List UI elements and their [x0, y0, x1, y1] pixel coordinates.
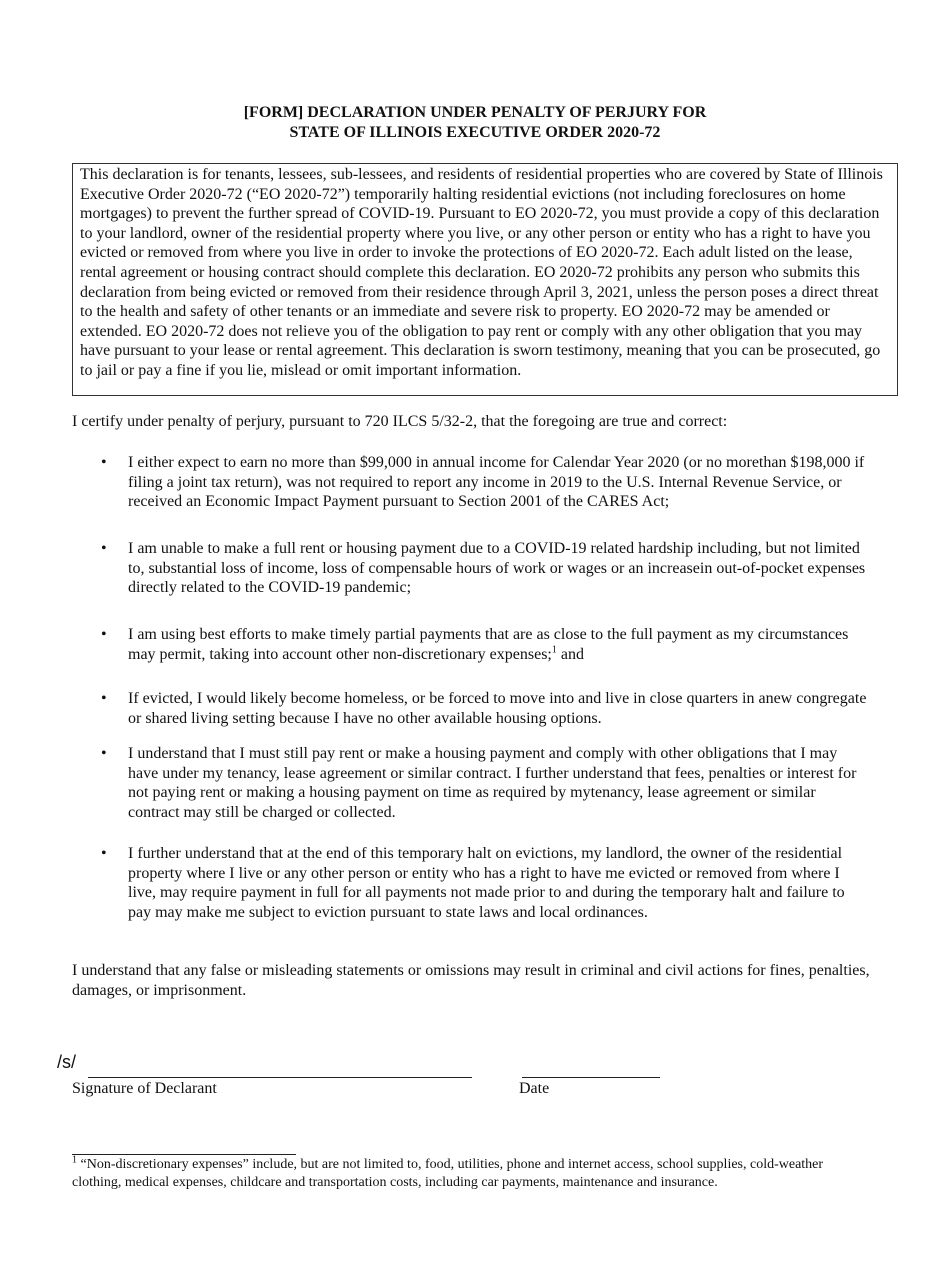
- date-line[interactable]: [522, 1077, 660, 1078]
- notice-box: This declaration is for tenants, lessees, sub-lessees, and residents of residential properties who are covered by State of Illinois Executive Order 2020-72 (“EO 2020-72”) temporarily halting residential evictions (not including foreclosures on home mortgages) to prevent the further spread of COVID-19. Pursuant to EO 2020-72, you must provide a copy of this declaration to your landlord, owner of the residential property where you live, or any other person or entity who has a right to have you evicted or removed from where you live in order to invoke the protections of EO 2020-72. Each adult listed on the lease, rental agreement or housing contract should complete this declaration. EO 2020-72 prohibits any person who submits this declaration from being evicted or removed from their residence through April 3, 2021, unless the person poses a direct threat to the health and safety of other tenants or an immediate and severe risk to property. EO 2020-72 may be amended or extended. EO 2020-72 does not relieve you of the obligation to pay rent or comply with any other obligation that you may have pursuant to your lease or rental agreement. This declaration is sworn testimony, meaning that you can be prosecuted, go to jail or pay a fine if you lie, mislead or omit important information.: [72, 163, 898, 396]
- bullet-marker: •: [101, 845, 107, 862]
- footnote-text: “Non-discretionary expenses” include, but are not limited to, food, utilities, phone and internet access, school supplies, cold-weather clothing, medical expenses, childcare and transportation costs, including car payments, maintenance and insurance.: [72, 1157, 824, 1190]
- list-item-text: I am unable to make a full rent or housing payment due to a COVID-19 related hardship including, but not limited to, substantial loss of income, loss of compensable hours of work or wages or an increasein out-of-pocket expenses directly related to the COVID-19 pandemic;: [128, 540, 866, 597]
- list-item-tail: and: [556, 645, 584, 663]
- form-title: [0, 103, 950, 143]
- bullet-marker: •: [101, 454, 107, 471]
- list-item-text: I understand that I must still pay rent or make a housing payment and comply with other obligations that I may have under my tenancy, lease agreement or similar contract. I further understand that fees, penalties or interest for not paying rent or making a housing payment on time as required by mytenancy, lease agreement or similar contract may still be charged or collected.: [128, 745, 857, 821]
- signature-line[interactable]: [88, 1077, 472, 1078]
- list-item-text: I further understand that at the end of this temporary halt on evictions, my landlord, the owner of the residential property where I live or any other person or entity who has a right to have me evicted or removed from where I live, may require payment in full for all payments not made prior to and during the temporary halt and failure to pay may make me subject to eviction pursuant to state laws and local ordinances.: [128, 845, 845, 921]
- closing-statement: I understand that any false or misleading statements or omissions may result in criminal and civil actions for fines, penalties, damages, or imprisonment.: [72, 962, 870, 999]
- list-item-text: If evicted, I would likely become homeless, or be forced to move into and live in close quarters in anew congregate or shared living setting because I have no other available housing options.: [128, 690, 867, 727]
- footnote-number: 1: [72, 1154, 77, 1166]
- bullet-marker: •: [101, 540, 107, 557]
- footnote: [72, 1156, 872, 1191]
- list-item-text: [128, 625, 868, 664]
- signature-prefix: /s/: [57, 1052, 77, 1072]
- list-item-text: I either expect to earn no more than $99,000 in annual income for Calendar Year 2020 (or no morethan $198,000 if filing a joint tax return), was not required to report any income in 2019 to the U.S. Internal Revenue Service, or received an Economic Impact Payment pursuant to Section 2001 of the CARES Act;: [128, 454, 865, 511]
- list-item-body: I am using best efforts to make timely partial payments that are as close to the full payment as my circumstances may permit, taking into account other non-discretionary expenses;: [128, 626, 849, 663]
- footnote-divider: [72, 1154, 296, 1155]
- bullet-marker: •: [101, 745, 107, 762]
- date-label: Date: [519, 1080, 550, 1097]
- bullet-marker: •: [101, 626, 107, 643]
- certification-statement: I certify under penalty of perjury, pursuant to 720 ILCS 5/32-2, that the foregoing are true and correct:: [72, 413, 728, 430]
- signature-label: Signature of Declarant: [72, 1080, 217, 1097]
- form-title-line-2: STATE OF ILLINOIS EXECUTIVE ORDER 2020-72: [289, 124, 661, 141]
- footnote-reference: 1: [551, 644, 557, 656]
- form-title-line-1: [FORM] DECLARATION UNDER PENALTY OF PERJURY FOR: [243, 104, 707, 121]
- bullet-marker: •: [101, 690, 107, 707]
